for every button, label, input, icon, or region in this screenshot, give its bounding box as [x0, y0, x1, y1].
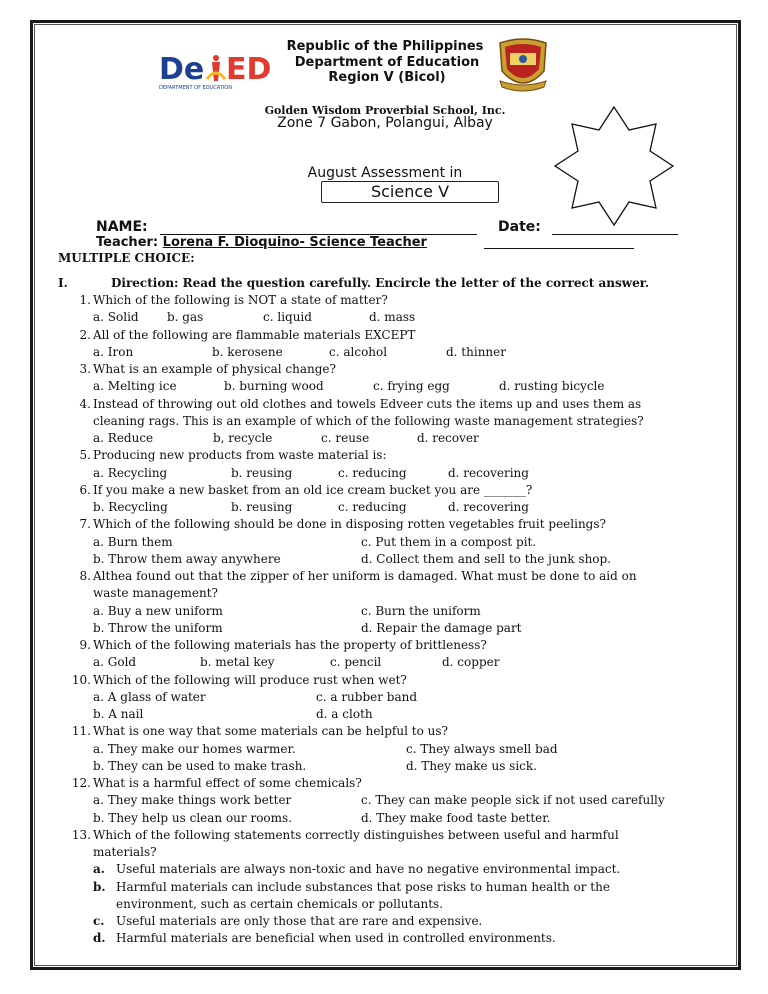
question-number: 5. [79, 448, 91, 463]
question-text: Which of the following should be done in disposing rotten vegetables fruit peelings? [93, 517, 606, 532]
answer-choice[interactable]: c. They can make people sick if not used carefully [361, 793, 665, 808]
answer-choice[interactable]: a. A glass of water [93, 689, 206, 704]
answer-choice[interactable]: b. burning wood [224, 379, 324, 394]
answer-choice[interactable]: c. reuse [321, 431, 370, 445]
answer-choice[interactable]: d. thinner [446, 344, 506, 359]
question-number: 3. [79, 362, 91, 376]
answer-choice[interactable]: Useful materials are only those that are rare and expensive. [116, 914, 483, 928]
answer-choice[interactable]: d. mass [369, 310, 416, 325]
teacher-label: Teacher: [96, 235, 159, 250]
answer-choice[interactable]: environment, such as certain chemicals or pollutants. [116, 896, 444, 911]
question-text: All of the following are flammable materials EXCEPT [93, 327, 416, 342]
answer-choice[interactable]: c. reducing [338, 500, 407, 514]
question-text: Which of the following is NOT a state of matter? [93, 293, 388, 307]
answer-choice[interactable]: Harmful materials are beneficial when used in controlled environments. [116, 931, 556, 946]
answer-choice[interactable]: a. Recycling [93, 465, 168, 480]
question-text: cleaning rags. This is an example of which of the following waste management strategies? [93, 413, 644, 428]
question-text: waste management? [93, 586, 218, 601]
question-text: Producing new products from waste material is: [93, 448, 387, 463]
subject-title: Science V [321, 181, 499, 203]
answer-choice[interactable]: a. Burn them [93, 534, 173, 549]
answer-choice[interactable]: a. Reduce [93, 431, 154, 445]
teacher-row [96, 235, 427, 250]
question-number: 1. [79, 293, 91, 307]
answer-choice[interactable]: b. A nail [93, 707, 144, 721]
answer-choice[interactable]: b. Throw the uniform [93, 620, 223, 635]
answer-choice[interactable]: a. Buy a new uniform [93, 603, 223, 618]
answer-choice[interactable]: d. They make food taste better. [361, 810, 551, 825]
answer-letter[interactable]: d. [93, 931, 106, 946]
answer-choice[interactable]: a. Melting ice [93, 379, 177, 394]
answer-choice[interactable]: b. reusing [231, 500, 293, 514]
answer-choice[interactable]: b. Throw them away anywhere [93, 551, 281, 566]
direction-line [58, 276, 649, 290]
question-text: Which of the following will produce rust when wet? [93, 672, 407, 687]
question-number: 9. [79, 638, 91, 652]
date-label: Date: [498, 219, 541, 235]
answer-choice[interactable]: b. reusing [231, 465, 293, 480]
question-number: 2. [79, 327, 91, 342]
question-number: 7. [79, 517, 91, 532]
answer-letter[interactable]: b. [93, 879, 106, 894]
answer-choice[interactable]: Harmful materials can include substances that pose risks to human health or the [116, 879, 610, 894]
section-heading: MULTIPLE CHOICE: [58, 251, 195, 265]
answer-choice[interactable]: c. pencil [330, 655, 382, 670]
answer-choice[interactable]: d. recovering [448, 465, 529, 480]
answer-choice[interactable]: b. metal key [200, 655, 275, 670]
question-number: 4. [79, 396, 91, 411]
question-number: 13. [71, 827, 91, 842]
question-number: 10. [71, 672, 91, 687]
svg-text:ED: ED [226, 52, 272, 87]
answer-choice[interactable]: d. copper [442, 655, 500, 670]
school-name: Golden Wisdom Proverbial School, Inc. [264, 104, 506, 117]
answer-choice[interactable]: d. Collect them and sell to the junk shop. [361, 551, 612, 566]
question-text: If you make a new basket from an old ice cream bucket you are _______? [93, 482, 533, 497]
question-number: 6. [79, 482, 91, 497]
answer-choice[interactable]: c. a rubber band [316, 689, 418, 704]
region-line: Region V (Bicol) [328, 70, 446, 85]
answer-choice[interactable]: a. They make our homes warmer. [93, 741, 296, 756]
teacher-underline [484, 248, 634, 249]
answer-choice[interactable]: c. They always smell bad [406, 741, 558, 756]
direction-text: Direction: Read the question carefully. Encircle the letter of the correct answer. [111, 276, 650, 290]
question-text: What is a harmful effect of some chemicals? [93, 776, 362, 790]
answer-choice[interactable]: a. Solid [93, 310, 139, 325]
question-text: Althea found out that the zipper of her uniform is damaged. What must be done to aid on [93, 569, 637, 583]
answer-choice[interactable]: d. Repair the damage part [361, 620, 522, 635]
question-text: What is an example of physical change? [93, 362, 336, 376]
answer-choice[interactable]: d. They make us sick. [406, 758, 537, 773]
answer-choice[interactable]: b, recycle [213, 431, 273, 445]
date-field[interactable] [552, 234, 678, 235]
answer-choice[interactable]: c. frying egg [373, 379, 450, 394]
answer-choice[interactable]: b. They help us clean our rooms. [93, 810, 293, 825]
question-number: 8. [79, 569, 91, 583]
question-number: 12. [71, 776, 91, 790]
answer-choice[interactable]: d. recovering [448, 500, 529, 514]
question-text: Which of the following statements correctly distinguishes between useful and harmful [93, 827, 619, 842]
answer-choice[interactable]: c. Put them in a compost pit. [361, 534, 537, 549]
answer-choice[interactable]: c. alcohol [329, 344, 388, 359]
answer-choice[interactable]: a. Iron [93, 344, 134, 359]
answer-choice[interactable]: c. reducing [338, 465, 407, 480]
question-text: What is one way that some materials can be helpful to us? [93, 724, 448, 739]
answer-choice[interactable]: b. kerosene [212, 344, 283, 359]
deped-logo [157, 49, 282, 91]
answer-letter[interactable]: a. [93, 862, 105, 877]
school-address: Zone 7 Gabon, Polangui, Albay [277, 115, 493, 131]
star-score-box [551, 103, 677, 229]
answer-choice[interactable]: b. Recycling [93, 500, 168, 514]
department-line: Department of Education [294, 55, 480, 70]
answer-choice[interactable]: Useful materials are always non-toxic and have no negative environmental impact. [116, 862, 621, 877]
answer-choice[interactable]: d. recover [417, 431, 479, 445]
answer-choice[interactable]: d. a cloth [316, 707, 373, 721]
answer-choice[interactable]: a. They make things work better [93, 793, 292, 808]
answer-letter[interactable]: c. [93, 914, 105, 928]
answer-choice[interactable]: a. Gold [93, 655, 137, 670]
school-seal [494, 37, 552, 97]
question-text: materials? [93, 845, 157, 859]
svg-text:De: De [159, 52, 205, 87]
question-number: 11. [71, 724, 91, 739]
answer-choice[interactable]: c. Burn the uniform [361, 603, 481, 618]
question-text: Instead of throwing out old clothes and towels Edveer cuts the items up and uses them as [93, 396, 642, 411]
question-text: Which of the following materials has the property of brittleness? [93, 638, 487, 652]
republic-line: Republic of the Philippines [286, 39, 484, 54]
direction-number: I. [58, 276, 68, 290]
answer-choice[interactable]: b. gas [167, 310, 204, 325]
deped-logo-subtext: DEPARTMENT OF EDUCATION [159, 85, 232, 91]
answer-choice[interactable]: d. rusting bicycle [499, 379, 605, 394]
name-label: NAME: [96, 219, 148, 235]
answer-choice[interactable]: c. liquid [263, 310, 312, 325]
teacher-name: Lorena F. Dioquino- Science Teacher [162, 235, 427, 250]
answer-choice[interactable]: b. They can be used to make trash. [93, 758, 307, 773]
assessment-title: August Assessment in [307, 165, 463, 181]
